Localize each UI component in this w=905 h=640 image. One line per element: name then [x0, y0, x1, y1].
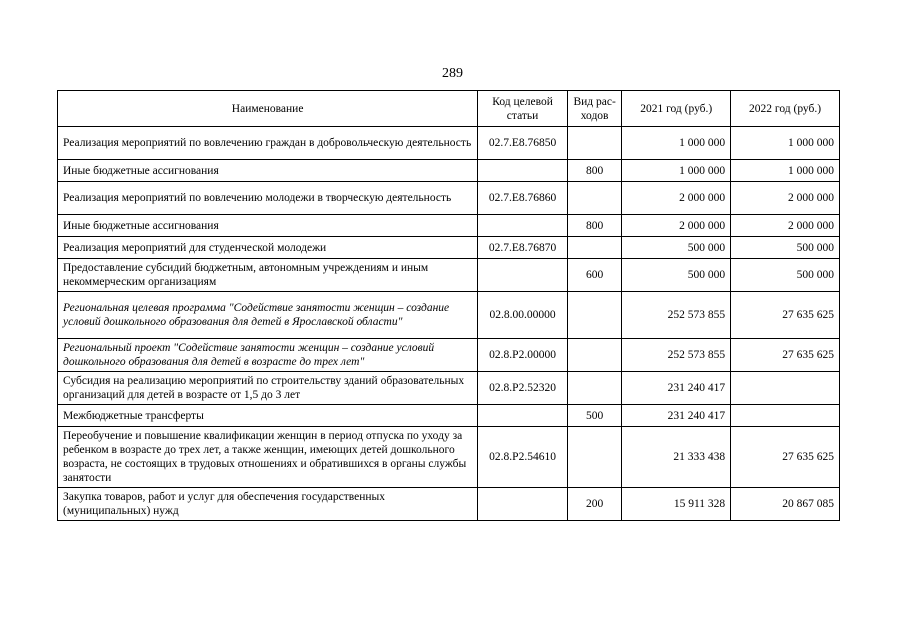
cell-type — [567, 339, 621, 372]
cell-2021: 231 240 417 — [622, 372, 731, 405]
cell-2021: 2 000 000 — [622, 215, 731, 237]
cell-name: Реализация мероприятий по вовлечению молодежи в творческую деятельность — [58, 182, 478, 215]
table-row — [58, 182, 840, 215]
cell-2022: 20 867 085 — [731, 488, 840, 521]
cell-code: 02.8.P2.52320 — [478, 372, 568, 405]
budget-table — [57, 90, 840, 521]
cell-type: 800 — [567, 215, 621, 237]
cell-name: Реализация мероприятий по вовлечению граждан в добровольческую деятельность — [58, 127, 478, 160]
cell-2022: 2 000 000 — [731, 215, 840, 237]
cell-2021: 21 333 438 — [622, 427, 731, 488]
cell-2022: 27 635 625 — [731, 427, 840, 488]
cell-2021: 252 573 855 — [622, 292, 731, 339]
cell-code: 02.8.P2.54610 — [478, 427, 568, 488]
table-row — [58, 259, 840, 292]
table-row — [58, 488, 840, 521]
cell-name: Субсидия на реализацию мероприятий по строительству зданий образовательных организаций для детей в возрасте от 1,5 до 3 лет — [58, 372, 478, 405]
table-row — [58, 405, 840, 427]
cell-type: 500 — [567, 405, 621, 427]
table-header-row — [58, 91, 840, 127]
table-row — [58, 372, 840, 405]
cell-2022: 27 635 625 — [731, 339, 840, 372]
table-row — [58, 215, 840, 237]
header-2021: 2021 год (руб.) — [622, 91, 731, 127]
cell-2022: 27 635 625 — [731, 292, 840, 339]
cell-name: Закупка товаров, работ и услуг для обеспечения государственных (муниципальных) нужд — [58, 488, 478, 521]
cell-code — [478, 215, 568, 237]
cell-name: Реализация мероприятий для студенческой молодежи — [58, 237, 478, 259]
header-name: Наименование — [58, 91, 478, 127]
cell-code: 02.7.E8.76850 — [478, 127, 568, 160]
cell-code: 02.8.P2.00000 — [478, 339, 568, 372]
cell-2021: 231 240 417 — [622, 405, 731, 427]
cell-2022: 1 000 000 — [731, 160, 840, 182]
cell-name: Региональная целевая программа "Содействие занятости женщин – создание условий дошкольного образования для детей в Ярославской области" — [58, 292, 478, 339]
cell-code: 02.8.00.00000 — [478, 292, 568, 339]
cell-type — [567, 427, 621, 488]
table-row — [58, 292, 840, 339]
cell-2021: 2 000 000 — [622, 182, 731, 215]
cell-code — [478, 160, 568, 182]
cell-2021: 1 000 000 — [622, 127, 731, 160]
cell-type — [567, 127, 621, 160]
cell-2022 — [731, 372, 840, 405]
cell-2022: 500 000 — [731, 237, 840, 259]
table-row — [58, 427, 840, 488]
cell-type — [567, 237, 621, 259]
cell-2022: 2 000 000 — [731, 182, 840, 215]
table-row — [58, 237, 840, 259]
page-number: 289 — [442, 66, 463, 81]
cell-code: 02.7.E8.76870 — [478, 237, 568, 259]
cell-2022: 1 000 000 — [731, 127, 840, 160]
cell-name: Иные бюджетные ассигнования — [58, 215, 478, 237]
cell-2021: 252 573 855 — [622, 339, 731, 372]
cell-2021: 1 000 000 — [622, 160, 731, 182]
cell-2021: 500 000 — [622, 259, 731, 292]
table-row — [58, 127, 840, 160]
cell-2022 — [731, 405, 840, 427]
cell-type: 800 — [567, 160, 621, 182]
cell-type — [567, 182, 621, 215]
cell-name: Межбюджетные трансферты — [58, 405, 478, 427]
cell-code — [478, 405, 568, 427]
cell-name: Переобучение и повышение квалификации женщин в период отпуска по уходу за ребенком в возрасте до трех лет, а также женщин, имеющих детей дошкольного возраста, не состоящих в трудовых отношениях и обратившихся в органы службы занятости — [58, 427, 478, 488]
header-type: Вид рас-ходов — [567, 91, 621, 127]
cell-code — [478, 259, 568, 292]
cell-type: 200 — [567, 488, 621, 521]
cell-type: 600 — [567, 259, 621, 292]
header-code: Код целевой статьи — [478, 91, 568, 127]
header-2022: 2022 год (руб.) — [731, 91, 840, 127]
cell-name: Предоставление субсидий бюджетным, автономным учреждениям и иным некоммерческим организациям — [58, 259, 478, 292]
cell-name: Региональный проект "Содействие занятости женщин – создание условий дошкольного образования для детей в возрасте до трех лет" — [58, 339, 478, 372]
cell-type — [567, 372, 621, 405]
cell-type — [567, 292, 621, 339]
cell-name: Иные бюджетные ассигнования — [58, 160, 478, 182]
cell-2021: 500 000 — [622, 237, 731, 259]
cell-code — [478, 488, 568, 521]
table-row — [58, 160, 840, 182]
cell-2022: 500 000 — [731, 259, 840, 292]
cell-2021: 15 911 328 — [622, 488, 731, 521]
cell-code: 02.7.E8.76860 — [478, 182, 568, 215]
table-row — [58, 339, 840, 372]
